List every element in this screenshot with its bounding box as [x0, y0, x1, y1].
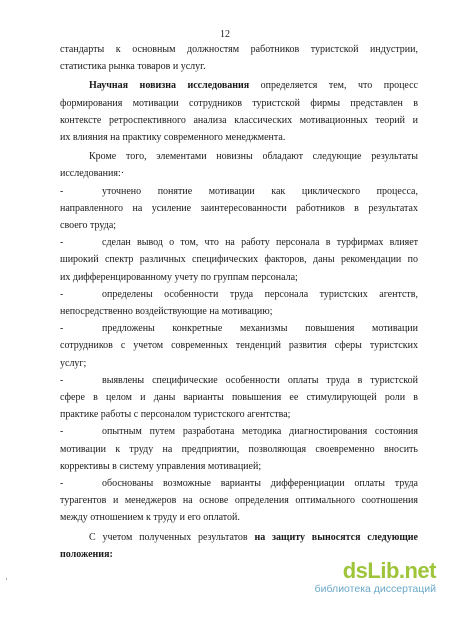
text-line: статистика рынка товаров и услуг.: [60, 61, 206, 73]
text-line: сотрудников с учетом современных тенденций развития сферы туристских: [60, 340, 418, 352]
list-item: [60, 183, 418, 235]
list-item: [60, 423, 418, 475]
text-line: стандарты к основным должностям работников туристской индустрии,: [60, 44, 418, 55]
paragraph-results-intro: [60, 148, 418, 182]
watermark-logo: dsLib.net: [342, 558, 436, 583]
scan-mark: [6, 578, 7, 580]
page-number: 12: [220, 29, 230, 40]
text-line: контексте ретроспективного анализа классических мотивационных теорий и: [60, 114, 418, 126]
document-body: [60, 41, 418, 563]
text-run: определяется тем, что процесс: [249, 80, 418, 92]
watermark-subtitle: библиотека диссертаций: [314, 583, 436, 595]
text-line: выявлены специфические особенности оплаты труда в туристской: [102, 374, 418, 386]
text-line: мотивации к труду на предприятии, позволяющая своевременно вносить: [60, 443, 418, 455]
bullet-dash: -: [60, 185, 64, 197]
bullet-dash: -: [60, 237, 64, 249]
text-line: опытным путем разработана методика диагностирования состояния: [102, 426, 418, 438]
text-line: направленного на усиление заинтересованности работников в результатах: [60, 202, 418, 214]
text-line: между отношением к труду и его оплатой.: [60, 512, 240, 524]
results-list: [60, 183, 418, 527]
bullet-dash: -: [60, 374, 64, 386]
text-line: формирования мотивации сотрудников туристской фирмы представлен в: [60, 97, 418, 109]
paragraph-intro: [60, 41, 418, 75]
watermark: [276, 558, 436, 598]
text-line: турагентов и менеджеров на основе определения оптимального соотношения: [60, 495, 418, 507]
text-line: их дифференцированному учету по группам персонала;: [60, 271, 298, 283]
text-line: обоснованы возможные варианты дифференциации оплаты труда: [102, 478, 418, 490]
text-line: их влияния на практику современного менеджмента.: [60, 132, 286, 144]
paragraph-novelty: [60, 77, 418, 146]
text-line: непосредственно воздействующие на мотивацию;: [60, 306, 273, 318]
list-item: [60, 234, 418, 286]
text-line: определены особенности труда персонала туристских агентств,: [102, 288, 418, 300]
text-line: [60, 529, 418, 546]
bullet-dash: -: [60, 478, 64, 490]
text-line: [60, 77, 418, 94]
text-line: сделан вывод о том, что на работу персонала в турфирмах влияет: [102, 237, 418, 249]
text-line: широкий спектр различных специфических факторов, даны рекомендации по: [60, 254, 418, 266]
text-line: практике работы с персоналом туристского агентства;: [60, 409, 291, 421]
defense-heading-cont: положения:: [60, 548, 113, 560]
text-line: своего труда;: [60, 220, 117, 232]
text-line: сфере в целом и даны варианты повышения ее стимулирующей роли в: [60, 392, 418, 404]
bullet-dash: -: [60, 426, 64, 438]
bullet-dash: -: [60, 323, 64, 335]
list-item: [60, 475, 418, 527]
text-line: предложены конкретные механизмы повышения мотивации: [102, 323, 418, 335]
text-line: услуг;: [60, 357, 87, 369]
text-line: уточнено понятие мотивации как циклического процесса,: [102, 185, 418, 197]
bullet-dash: -: [60, 288, 64, 300]
text-line: Кроме того, элементами новизны обладают следующие результаты: [89, 151, 418, 163]
list-item: [60, 286, 418, 320]
text-run: С учетом полученных результатов: [89, 531, 255, 543]
list-item: [60, 320, 418, 372]
text-line: коррективы в систему управления мотивацией;: [60, 460, 262, 472]
text-line: исследования:·: [60, 168, 125, 180]
list-item: [60, 372, 418, 424]
novelty-heading: Научная новизна исследования: [89, 80, 250, 92]
defense-heading: на защиту выносятся следующие: [254, 531, 418, 543]
